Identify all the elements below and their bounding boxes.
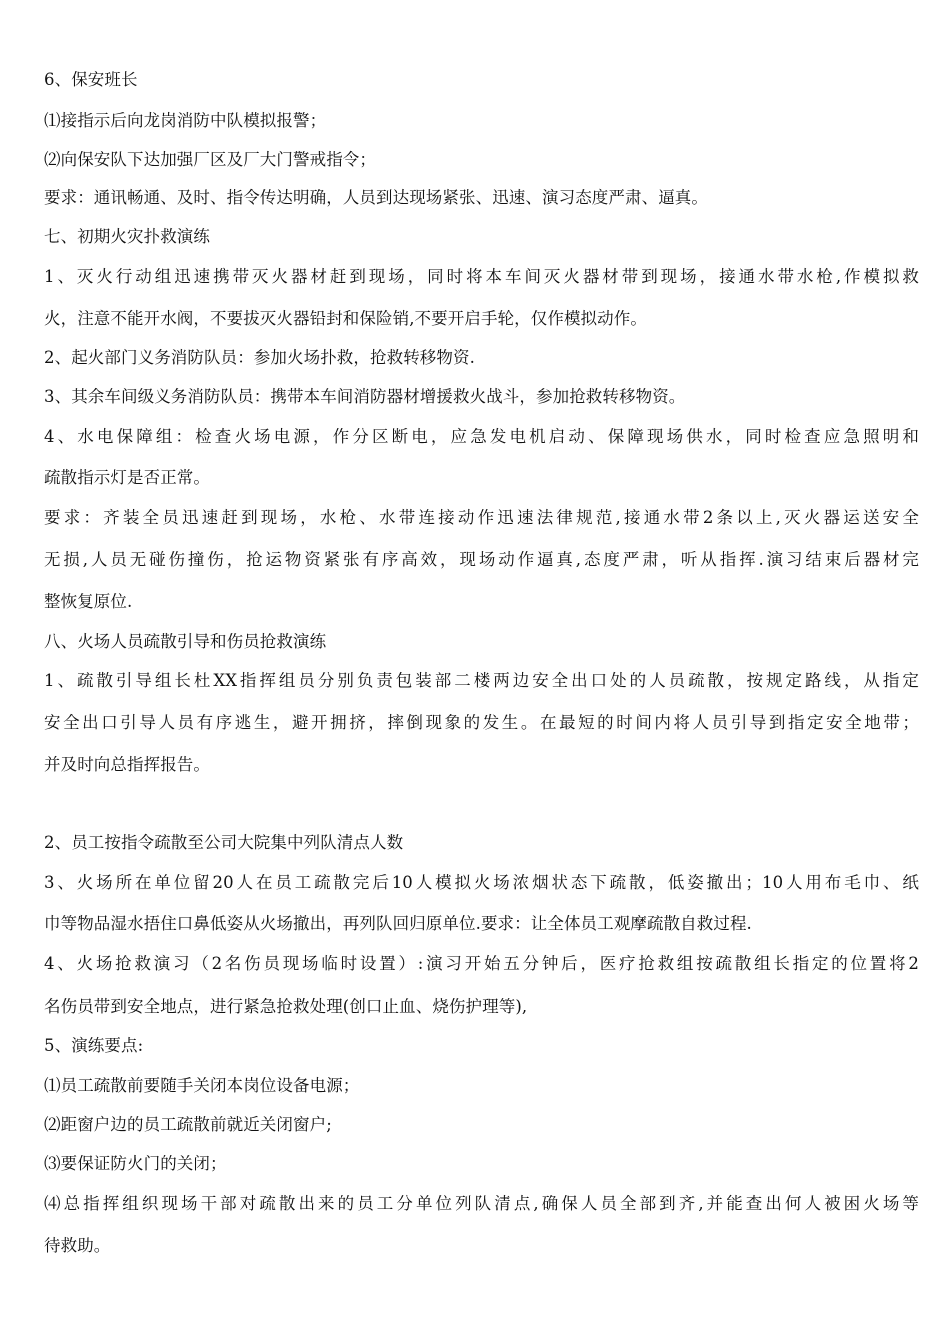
paragraph-line: 疏散指示灯是否正常。 xyxy=(44,468,210,487)
sub-heading-drill-points: 5、演练要点: xyxy=(44,1036,144,1055)
requirement-text: 要求：齐装全员迅速赶到现场，水枪、水带连接动作迅速法律规范,接通水带2条以上,灭火器运送安全 xyxy=(44,508,919,527)
paragraph-line: 4、火场抢救演习（2名伤员现场临时设置）:演习开始五分钟后，医疗抢救组按疏散组长指定的位置将2 xyxy=(44,954,919,973)
list-item: ⑴员工疏散前要随手关闭本岗位设备电源； xyxy=(44,1076,360,1095)
paragraph-line: 3、火场所在单位留20人在员工疏散完后10人模拟火场浓烟状态下疏散，低姿撤出；10人用布毛巾、纸 xyxy=(44,873,919,892)
list-item: ⑵向保安队下达加强厂区及厂大门警戒指令； xyxy=(44,150,376,169)
paragraph-line: 巾等物品湿水捂住口鼻低姿从火场撤出，再列队回归原单位.要求：让全体员工观摩疏散自救过程. xyxy=(44,914,752,933)
heading-security-captain: 6、保安班长 xyxy=(44,70,138,89)
paragraph-line: 1、疏散引导组长杜XX指挥组员分别负责包装部二楼两边安全出口处的人员疏散，按规定路线，从指定 xyxy=(44,671,919,690)
list-item: ⑴接指示后向龙岗消防中队模拟报警； xyxy=(44,111,327,130)
requirement-text: 整恢复原位. xyxy=(44,592,133,611)
paragraph-line: 并及时向总指挥报告。 xyxy=(44,755,210,774)
paragraph-line: 名伤员带到安全地点，进行紧急抢救处理(创口止血、烧伤护理等), xyxy=(44,997,528,1016)
paragraph-line: 1、灭火行动组迅速携带灭火器材赶到现场，同时将本车间灭火器材带到现场，接通水带水枪,作模拟救 xyxy=(44,267,919,286)
paragraph-line: 火，注意不能开水阀，不要拔灭火器铅封和保险销,不要开启手轮，仅作模拟动作。 xyxy=(44,309,647,328)
paragraph-line: 3、其余车间级义务消防队员：携带本车间消防器材增援救火战斗，参加抢救转移物资。 xyxy=(44,387,686,406)
paragraph-line: 4、水电保障组：检查火场电源，作分区断电，应急发电机启动、保障现场供水，同时检查应急照明和 xyxy=(44,427,919,446)
paragraph-line: 2、员工按指令疏散至公司大院集中列队清点人数 xyxy=(44,833,404,852)
section-heading-7: 七、初期火灾扑救演练 xyxy=(44,227,210,246)
requirement-text: 要求：通讯畅通、及时、指令传达明确，人员到达现场紧张、迅速、演习态度严肃、逼真。 xyxy=(44,188,708,207)
list-item: ⑵距窗户边的员工疏散前就近关闭窗户; xyxy=(44,1115,332,1134)
list-item: ⑶要保证防火门的关闭； xyxy=(44,1154,227,1173)
list-item: ⑷总指挥组织现场干部对疏散出来的员工分单位列队清点,确保人员全部到齐,并能查出何人被困火场等 xyxy=(44,1194,919,1213)
requirement-text: 无损,人员无碰伤撞伤，抢运物资紧张有序高效，现场动作逼真,态度严肃，听从指挥.演习结束后器材完 xyxy=(44,550,919,569)
section-heading-8: 八、火场人员疏散引导和伤员抢救演练 xyxy=(44,632,327,651)
list-item: 待救助。 xyxy=(44,1236,111,1255)
paragraph-line: 2、起火部门义务消防队员：参加火场扑救，抢救转移物资. xyxy=(44,348,475,367)
paragraph-line: 安全出口引导人员有序逃生，避开拥挤，摔倒现象的发生。在最短的时间内将人员引导到指定安全地带； xyxy=(44,713,919,732)
